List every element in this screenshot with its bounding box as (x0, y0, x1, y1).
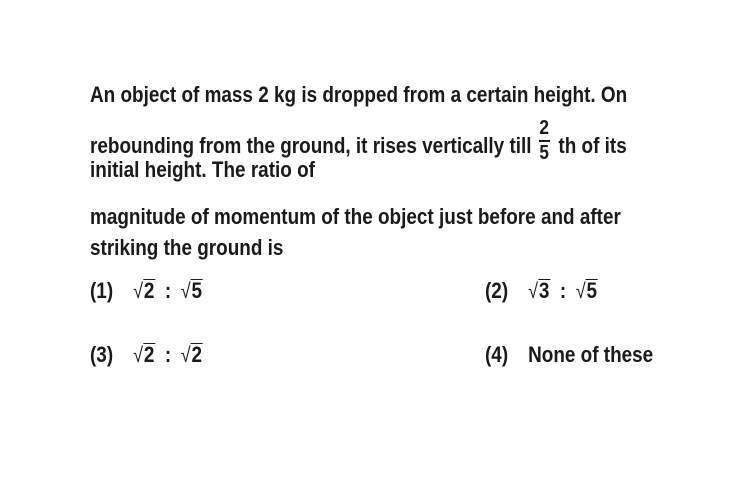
option-3[interactable]: (3) √2 : √2 (90, 342, 203, 367)
option-1[interactable]: (1) √2 : √5 (90, 278, 203, 303)
fraction (539, 118, 550, 164)
sqrt-icon: √ (180, 280, 191, 303)
sqrt-icon: √ (133, 280, 144, 303)
question-line-2-start: rebounding from the ground, it rises vertically till (90, 132, 532, 158)
sqrt-expression: √2 (180, 342, 203, 367)
option-2[interactable]: (2) √3 : √5 (485, 278, 598, 303)
question-line-2-end: th of its (558, 132, 627, 158)
sqrt-icon: √ (575, 280, 586, 303)
option-4[interactable] (485, 342, 653, 368)
sqrt-icon: √ (528, 280, 539, 303)
sqrt-expression: √5 (180, 278, 203, 303)
sqrt-expression: √3 (528, 278, 550, 303)
option-number: (4) (485, 342, 509, 367)
fraction-numerator: 2 (539, 117, 549, 139)
question-line-4: magnitude of momentum of the object just before and after (90, 204, 621, 229)
option-number: (1) (90, 278, 114, 303)
sqrt-icon: √ (133, 344, 144, 367)
question-line-3: initial height. The ratio of (90, 157, 315, 182)
option-number: (2) (485, 278, 509, 303)
question-line-1: An object of mass 2 kg is dropped from a certain height. On (90, 82, 628, 107)
sqrt-expression: √5 (575, 278, 598, 303)
fraction-denominator: 5 (539, 142, 549, 164)
sqrt-expression: √2 (133, 342, 155, 367)
sqrt-icon: √ (180, 344, 191, 367)
question-line-5: striking the ground is (90, 235, 284, 260)
option-text: None of these (528, 342, 654, 367)
sqrt-expression: √2 (133, 278, 155, 303)
option-number: (3) (90, 342, 114, 367)
